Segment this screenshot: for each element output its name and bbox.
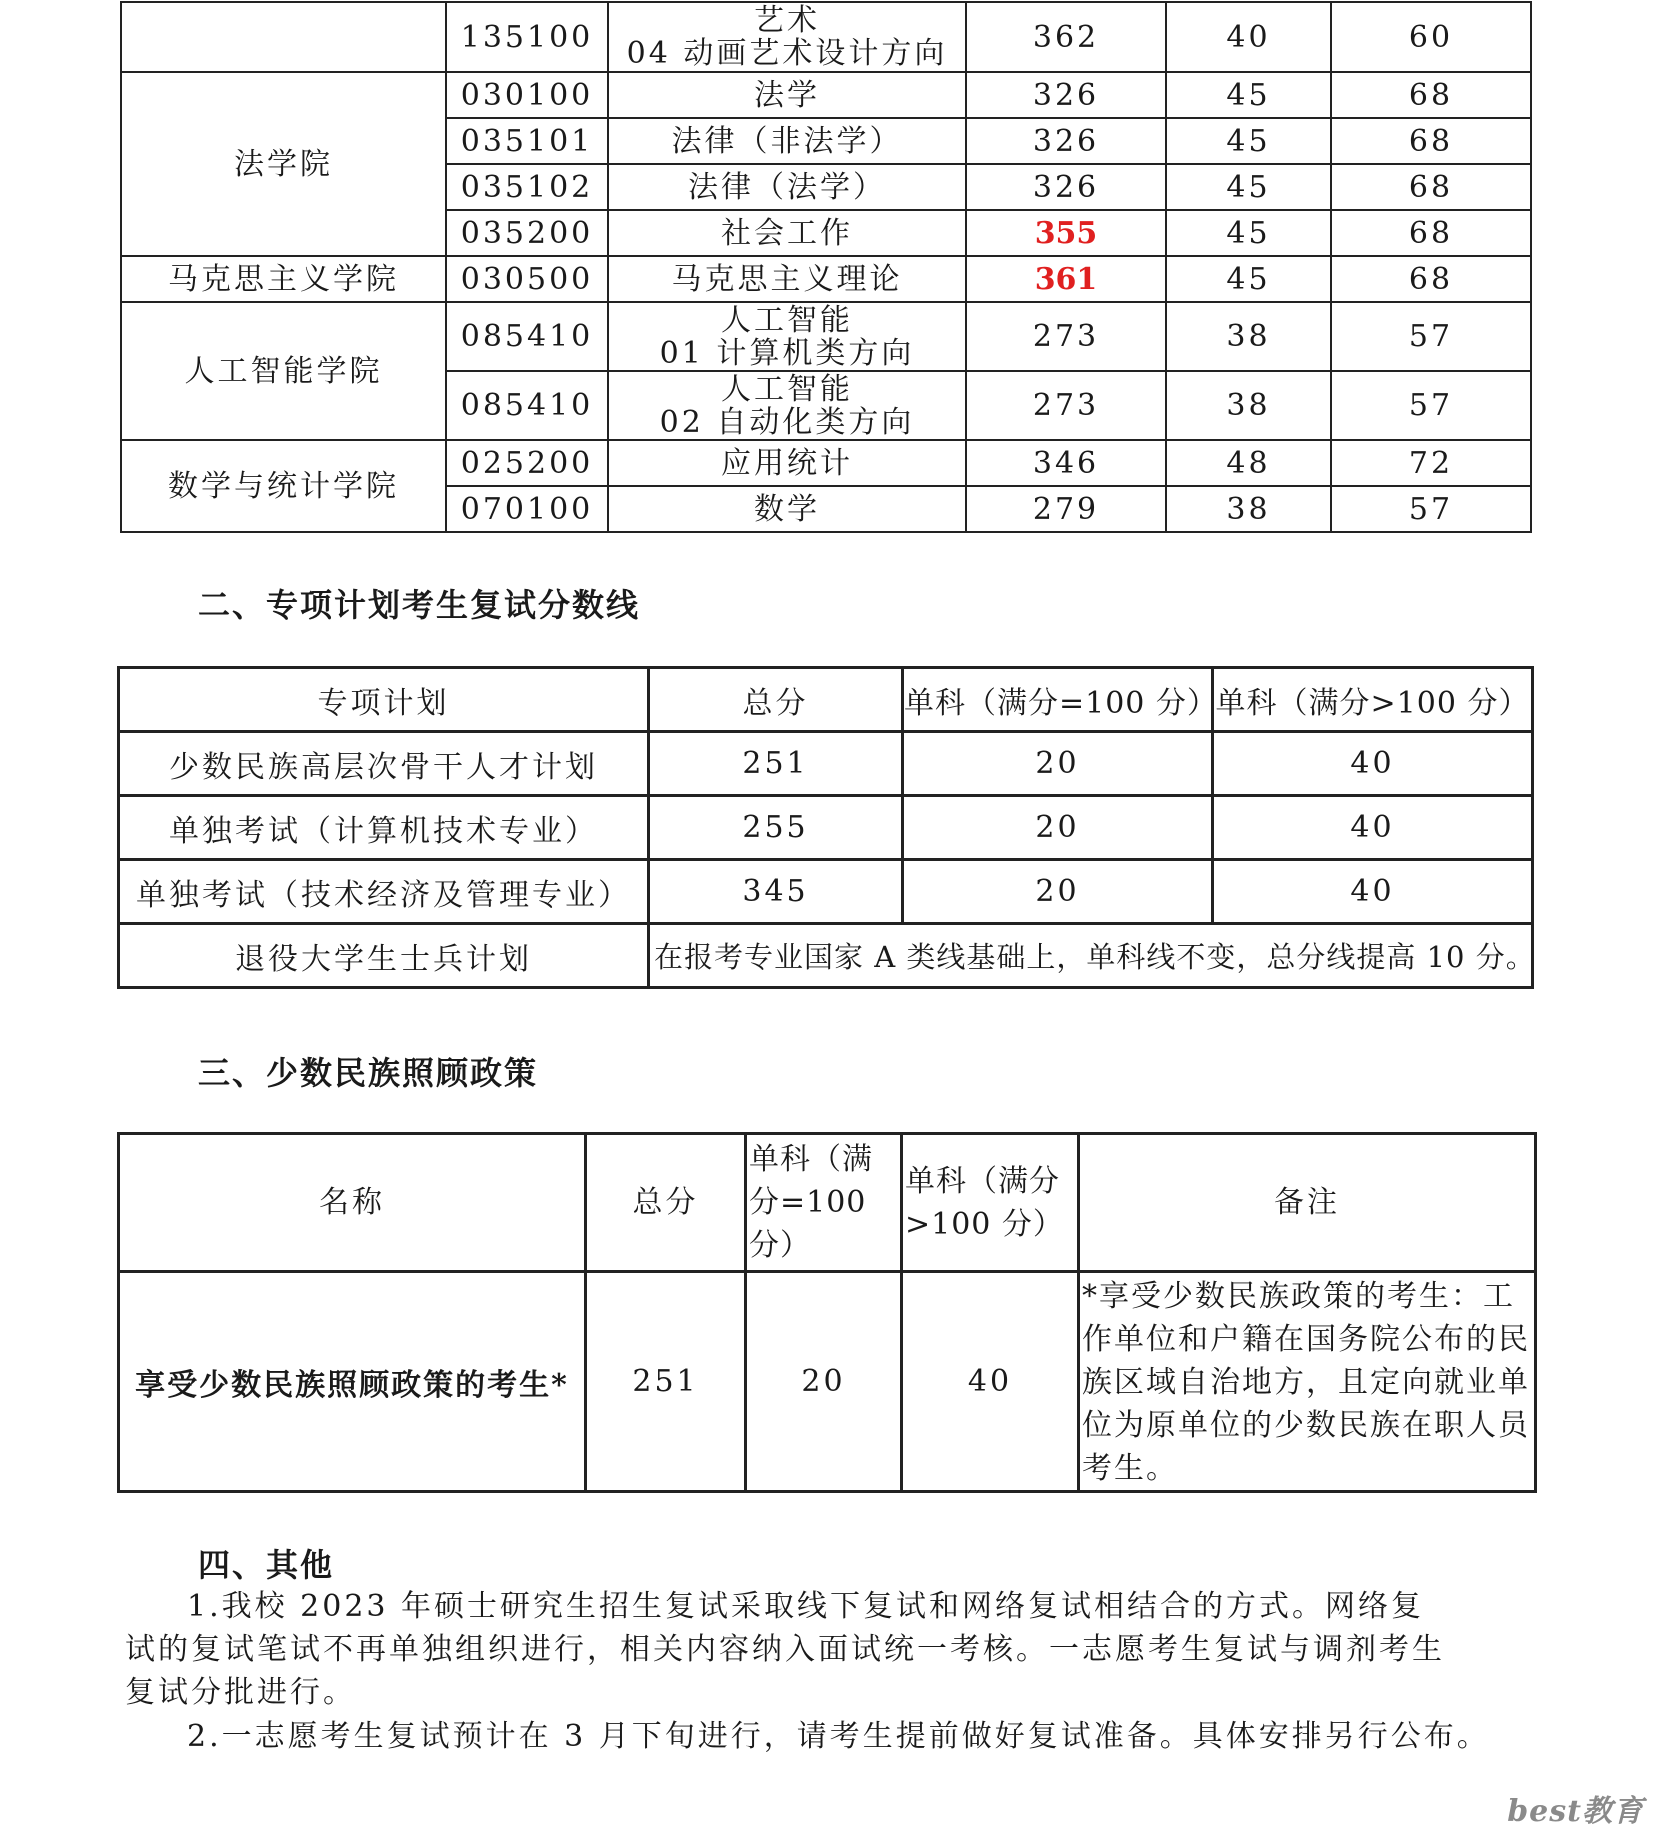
single-100-cell: 20	[903, 796, 1213, 860]
school-cell	[121, 2, 446, 72]
table-row	[121, 302, 1531, 371]
single-gt100-cell: 40	[1213, 732, 1533, 796]
major-name: 人工智能	[721, 302, 853, 338]
table-row	[119, 1272, 1536, 1492]
major-cell: 应用统计	[608, 440, 966, 486]
special-plan-table	[117, 666, 1534, 989]
section-heading-other: 四、其他	[198, 1546, 335, 1584]
single-gt100-cell: 57	[1331, 302, 1531, 371]
header-single-100: 单科（满分=100 分）	[903, 668, 1213, 732]
total-cell: 255	[649, 796, 903, 860]
major-cell: 马克思主义理论	[608, 256, 966, 302]
header-single-gt100: 单科（满分>100 分）	[902, 1134, 1079, 1272]
single-100-cell: 45	[1166, 118, 1331, 164]
single-100-cell: 20	[903, 860, 1213, 924]
major-direction: 01 计算机类方向	[659, 335, 915, 371]
single-gt100-cell: 68	[1331, 118, 1531, 164]
plan-name: 退役大学生士兵计划	[119, 924, 649, 988]
section-heading-minority-policy: 三、少数民族照顾政策	[198, 1054, 539, 1092]
total-cell: 273	[966, 302, 1166, 371]
header-plan: 专项计划	[119, 668, 649, 732]
school-cell: 马克思主义学院	[121, 256, 446, 302]
single-gt100-cell: 60	[1331, 2, 1531, 72]
veteran-note: 在报考专业国家 A 类线基础上，单科线不变，总分线提高 10 分。	[649, 924, 1533, 988]
major-cell: 数学	[608, 486, 966, 532]
major-direction: 04 动画艺术设计方向	[626, 36, 948, 71]
code-cell: 030100	[446, 72, 608, 118]
single-100-cell: 48	[1166, 440, 1331, 486]
header-total: 总分	[649, 668, 903, 732]
total-cell: 326	[966, 164, 1166, 210]
paragraph-2: 2.一志愿考生复试预计在 3 月下旬进行，请考生提前做好复试准备。具体安排另行公布。	[187, 1719, 1490, 1754]
watermark-logo: best教育	[1507, 1794, 1644, 1829]
total-cell: 273	[966, 371, 1166, 440]
major-name: 艺术	[754, 3, 820, 38]
major-cell	[608, 302, 966, 371]
table-row	[121, 2, 1531, 72]
single-gt100-cell: 40	[1213, 860, 1533, 924]
school-cell: 数学与统计学院	[121, 440, 446, 532]
single-100-cell: 38	[1166, 371, 1331, 440]
total-cell: 326	[966, 118, 1166, 164]
code-cell: 085410	[446, 302, 608, 371]
code-cell: 030500	[446, 256, 608, 302]
total-cell: 362	[966, 2, 1166, 72]
code-cell: 070100	[446, 486, 608, 532]
section-heading-special-plan: 二、专项计划考生复试分数线	[198, 586, 641, 624]
total-cell: 251	[586, 1272, 746, 1492]
table-header-row	[119, 1134, 1536, 1272]
header-name: 名称	[119, 1134, 586, 1272]
single-gt100-cell: 72	[1331, 440, 1531, 486]
single-gt100-cell: 68	[1331, 72, 1531, 118]
single-100-cell: 45	[1166, 72, 1331, 118]
total-cell: 326	[966, 72, 1166, 118]
single-100-cell: 45	[1166, 256, 1331, 302]
code-cell: 035101	[446, 118, 608, 164]
score-table	[120, 1, 1532, 533]
major-cell	[608, 2, 966, 72]
header-total: 总分	[586, 1134, 746, 1272]
single-gt100-cell: 40	[1213, 796, 1533, 860]
major-cell: 社会工作	[608, 210, 966, 256]
major-cell: 法学	[608, 72, 966, 118]
remark-cell: *享受少数民族政策的考生：工作单位和户籍在国务院公布的民族区域自治地方，且定向就业单位为原单位的少数民族在职人员考生。	[1079, 1272, 1536, 1492]
major-cell: 法律（法学）	[608, 164, 966, 210]
table-row	[119, 732, 1533, 796]
single-100-cell: 38	[1166, 486, 1331, 532]
plan-name: 单独考试（计算机技术专业）	[119, 796, 649, 860]
plan-name: 单独考试（技术经济及管理专业）	[119, 860, 649, 924]
policy-name: 享受少数民族照顾政策的考生*	[119, 1272, 586, 1492]
single-gt100-cell: 57	[1331, 486, 1531, 532]
total-cell: 279	[966, 486, 1166, 532]
table-row	[121, 440, 1531, 486]
paragraph-1: 1.我校 2023 年硕士研究生招生复试采取线下复试和网络复试相结合的方式。网络复试的复试笔试不再单独组织进行，相关内容纳入面试统一考核。一志愿考生复试与调剂考生复试分批进行。	[125, 1589, 1445, 1710]
header-single-gt100: 单科（满分>100 分）	[1213, 668, 1533, 732]
code-cell: 035102	[446, 164, 608, 210]
major-direction: 02 自动化类方向	[659, 404, 915, 440]
single-gt100-cell: 68	[1331, 256, 1531, 302]
code-cell: 085410	[446, 371, 608, 440]
total-cell: 346	[966, 440, 1166, 486]
school-cell: 法学院	[121, 72, 446, 256]
single-100-cell: 20	[903, 732, 1213, 796]
school-cell: 人工智能学院	[121, 302, 446, 440]
single-gt100-cell: 40	[902, 1272, 1079, 1492]
total-cell: 251	[649, 732, 903, 796]
major-name: 人工智能	[721, 371, 853, 407]
table-header-row	[119, 668, 1533, 732]
table-row	[119, 924, 1533, 988]
total-cell-highlighted: 361	[966, 256, 1166, 302]
code-cell: 025200	[446, 440, 608, 486]
single-100-cell: 38	[1166, 302, 1331, 371]
code-cell: 135100	[446, 2, 608, 72]
single-gt100-cell: 57	[1331, 371, 1531, 440]
table-row	[121, 72, 1531, 118]
plan-name: 少数民族高层次骨干人才计划	[119, 732, 649, 796]
table-row	[119, 796, 1533, 860]
single-100-cell: 45	[1166, 210, 1331, 256]
header-single-100: 单科（满分=100 分）	[746, 1134, 902, 1272]
major-cell	[608, 371, 966, 440]
single-100-cell: 45	[1166, 164, 1331, 210]
total-cell: 345	[649, 860, 903, 924]
minority-policy-table	[117, 1132, 1537, 1493]
single-gt100-cell: 68	[1331, 164, 1531, 210]
table-row	[121, 256, 1531, 302]
single-100-cell: 20	[746, 1272, 902, 1492]
table-row	[119, 860, 1533, 924]
single-100-cell: 40	[1166, 2, 1331, 72]
total-cell-highlighted: 355	[966, 210, 1166, 256]
major-cell: 法律（非法学）	[608, 118, 966, 164]
single-gt100-cell: 68	[1331, 210, 1531, 256]
code-cell: 035200	[446, 210, 608, 256]
header-remark: 备注	[1079, 1134, 1536, 1272]
